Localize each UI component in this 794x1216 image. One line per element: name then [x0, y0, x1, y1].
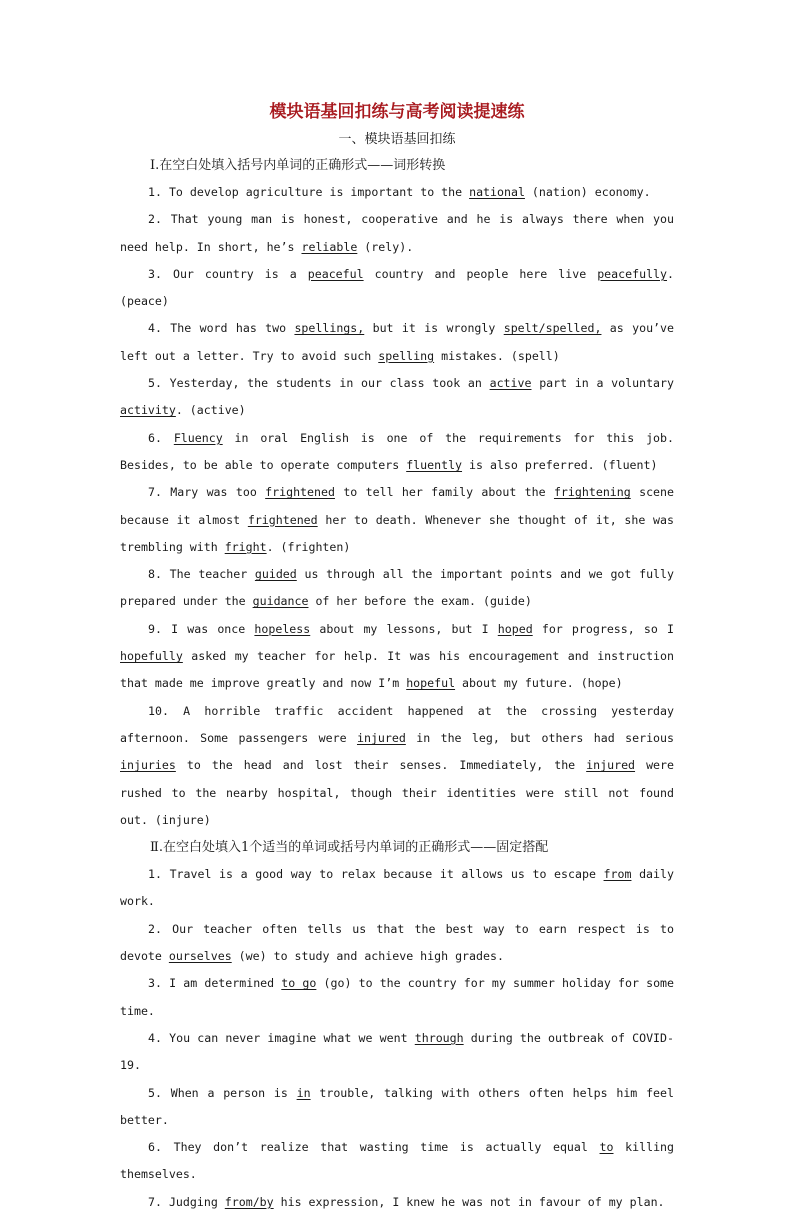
item-text: . (peace) [120, 266, 674, 309]
item-text: 5. When a person is [148, 1085, 297, 1100]
answer-blank: from/by [224, 1194, 274, 1209]
answer-blank: in [296, 1085, 311, 1100]
item-text: 10. A horrible traffic accident happened at the crossing yesterday afternoon. Some passengers were [120, 703, 674, 745]
item-text: part in a voluntary [531, 376, 674, 391]
answer-blank: hopefully [120, 649, 183, 664]
item-text: to tell her family about the [334, 485, 554, 500]
exercise-item [120, 916, 674, 971]
answer-blank: to [599, 1140, 614, 1155]
part-subtitle: 一、模块语基回扣练 [338, 132, 456, 147]
exercise-item [120, 425, 674, 480]
exercise-item [120, 970, 674, 1025]
answer-blank: spellings, [294, 321, 365, 336]
item-text: 5. Yesterday, the students in our class took an [148, 376, 490, 391]
item-text: 1. To develop agriculture is important to the [148, 185, 470, 199]
item-text: 2. Our teacher often tells us that the best way to earn respect is to devote [120, 921, 674, 964]
item-text: 7. Judging [148, 1194, 225, 1209]
item-text: (we) to study and achieve high grades. [231, 949, 504, 964]
exercise-item [120, 1080, 674, 1135]
item-text: 6. They don’t realize that wasting time is actually equal [148, 1140, 600, 1155]
item-text: . (frighten) [266, 539, 351, 554]
answer-blank: ourselves [168, 949, 232, 964]
item-text: 2. That young man is honest, cooperative and he is always there when you need help. In short, he’s [120, 212, 674, 254]
answer-blank: injuries [120, 758, 176, 773]
exercise-item [120, 1134, 674, 1189]
item-text: were rushed to the nearby hospital, though their identities were still not found out. (injure) [120, 758, 674, 827]
answer-blank: guidance [252, 594, 309, 609]
item-text: killing themselves. [120, 1140, 675, 1182]
item-text: . (active) [175, 403, 246, 418]
answer-blank: hoped [497, 621, 533, 636]
answer-blank: reliable [301, 239, 358, 254]
answer-blank: guided [254, 567, 297, 582]
section-heading: Ⅰ.在空白处填入括号内单词的正确形式——词形转换 [150, 158, 446, 173]
answer-blank: fluently [406, 457, 463, 472]
item-text: but it is wrongly [364, 321, 504, 336]
item-text: during the outbreak of COVID-19. [120, 1030, 674, 1073]
item-text: 9. I was once [148, 621, 255, 636]
answer-blank: peaceful [307, 266, 364, 281]
item-text: about my lessons, but I [310, 621, 498, 636]
exercise-item [120, 370, 674, 425]
exercise-item [120, 479, 674, 561]
item-text: mistakes. (spell) [434, 348, 560, 363]
item-text: in oral English is one of the requirements for this job. Besides, to be able to operate computers [120, 430, 674, 472]
exercise-item [120, 315, 674, 370]
item-text: 6. [148, 430, 174, 445]
item-text: (go) to the country for my summer holiday for some time. [120, 976, 675, 1018]
section-heading: Ⅱ.在空白处填入1个适当的单词或括号内单词的正确形式——固定搭配 [150, 840, 549, 856]
item-text: 1. Travel is a good way to relax because it allows us to escape [148, 867, 604, 882]
answer-blank: spelt/spelled, [503, 321, 602, 336]
answer-blank: frightening [553, 485, 631, 500]
answer-blank: from [603, 867, 632, 882]
answer-blank: Fluency [173, 430, 223, 445]
item-text: is also preferred. (fluent) [462, 457, 658, 472]
answer-blank: frightened [265, 485, 335, 500]
item-text: of her before the exam. (guide) [308, 594, 532, 609]
item-text: trouble, talking with others often helps him feel better. [120, 1085, 674, 1127]
item-text: (rely). [357, 239, 414, 254]
item-text: 7. Mary was too [148, 485, 266, 500]
exercise-item [120, 616, 674, 698]
answer-blank: national [469, 185, 525, 199]
page-title: 模块语基回扣练与高考阅读提速练 [269, 102, 525, 122]
item-text: in the leg, but others had serious [405, 730, 674, 745]
item-text: country and people here live [363, 266, 598, 281]
item-text: scene because it almost [120, 485, 674, 527]
item-text: her to death. Whenever she thought of it, she was trembling with [120, 512, 674, 554]
answer-blank: injured [586, 758, 636, 773]
answer-blank: hopeless [254, 621, 311, 636]
answer-blank: hopeful [406, 676, 456, 691]
item-text: asked my teacher for help. It was his encouragement and instruction that made me improve greatly and now I’m [120, 649, 674, 691]
exercise-section [120, 152, 674, 834]
answer-blank: fright [224, 539, 267, 554]
answer-blank: spelling [378, 348, 435, 363]
exercise-item [120, 261, 674, 316]
exercise-item [120, 1189, 674, 1216]
item-text: (nation) economy. [524, 185, 651, 199]
exercise-item [120, 1025, 674, 1080]
answer-blank: peacefully [597, 266, 668, 281]
item-text: us through all the important points and we got fully prepared under the [120, 567, 674, 609]
item-text: 3. I am determined [148, 976, 282, 991]
item-text: 3. Our country is a [148, 266, 308, 281]
answer-blank: to go [281, 976, 317, 991]
exercise-item [120, 698, 674, 834]
answer-blank: frightened [247, 512, 318, 527]
item-text: daily work. [120, 867, 674, 909]
exercise-item [120, 561, 674, 616]
item-text: 4. You can never imagine what we went [148, 1030, 415, 1045]
item-text: about my future. (hope) [455, 676, 623, 691]
item-text: 4. The word has two [148, 321, 295, 336]
exercise-section [120, 834, 674, 1216]
answer-blank: through [414, 1030, 464, 1045]
item-text: to the head and lost their senses. Immediately, the [175, 758, 587, 773]
worksheet-page [120, 98, 674, 1216]
item-text: 8. The teacher [148, 567, 255, 582]
answer-blank: activity [120, 403, 176, 418]
item-text: his expression, I knew he was not in favour of my plan. [273, 1194, 665, 1209]
answer-blank: injured [356, 730, 406, 745]
exercise-sections [120, 152, 674, 1216]
item-text: as you’ve left out a letter. Try to avoid such [120, 321, 674, 363]
item-text: for progress, so I [532, 621, 674, 636]
exercise-item [120, 179, 674, 206]
exercise-item [120, 861, 674, 916]
answer-blank: active [489, 376, 532, 391]
exercise-item [120, 206, 674, 261]
